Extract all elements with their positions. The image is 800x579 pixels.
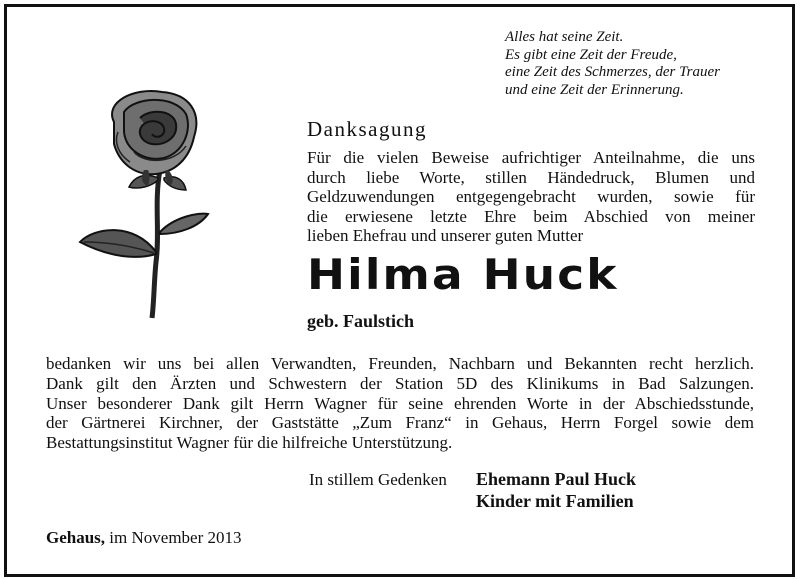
intro-line: durch liebe Worte, stillen Händedruck, Blumen und: [307, 167, 755, 187]
signer-line: Ehemann Paul Huck: [476, 469, 637, 489]
intro-line: Für die vielen Beweise aufrichtiger Anteilnahme, die uns: [307, 148, 755, 167]
thanks-line: der Gärtnerei Kirchner, der Gaststätte „Zum Franz“ in Gehaus, Herrn Forgel sowie dem: [46, 413, 754, 433]
heading-danksagung: Danksagung: [307, 117, 427, 141]
thanks-line: Unser besonderer Dank gilt Herrn Wagner für seine ehrenden Worte in der Abschiedsstunde,: [46, 393, 754, 413]
thanks-paragraph: [46, 354, 754, 453]
poem-quote: [505, 29, 720, 99]
maiden-name: geb. Faulstich: [307, 311, 415, 331]
poem-line: eine Zeit des Schmerzes, der Trauer: [505, 64, 720, 80]
intro-line: lieben Ehefrau und unserer guten Mutter: [307, 226, 584, 245]
place-date: [46, 528, 242, 548]
intro-line: die erwiesene letzte Ehre beim Abschied von meiner: [307, 206, 755, 226]
memory-label: In stillem Gedenken: [309, 470, 447, 489]
thanks-line: bedanken wir uns bei allen Verwandten, Freunden, Nachbarn und Bekannten recht herzlich.: [46, 354, 754, 373]
poem-line: Alles hat seine Zeit.: [505, 29, 624, 45]
thanks-line: Bestattungsinstitut Wagner für die hilfreiche Unterstützung.: [46, 433, 453, 453]
place: Gehaus,: [46, 528, 106, 547]
intro-line: Geldzuwendungen entgegengebracht wurden, sowie für: [307, 187, 755, 206]
poem-line: Es gibt eine Zeit der Freude,: [505, 46, 677, 63]
poem-line: und eine Zeit der Erinnerung.: [505, 81, 684, 98]
intro-paragraph: [307, 148, 755, 246]
deceased-name: Hilma Huck: [307, 250, 619, 299]
signer-line: Kinder mit Familien: [476, 491, 634, 511]
date: im November 2013: [109, 528, 242, 547]
rose-icon: [74, 82, 214, 322]
thanks-line: Dank gilt den Ärzten und Schwestern der Station 5D des Klinikums in Bad Salzungen.: [46, 373, 754, 393]
signers: [476, 468, 636, 512]
